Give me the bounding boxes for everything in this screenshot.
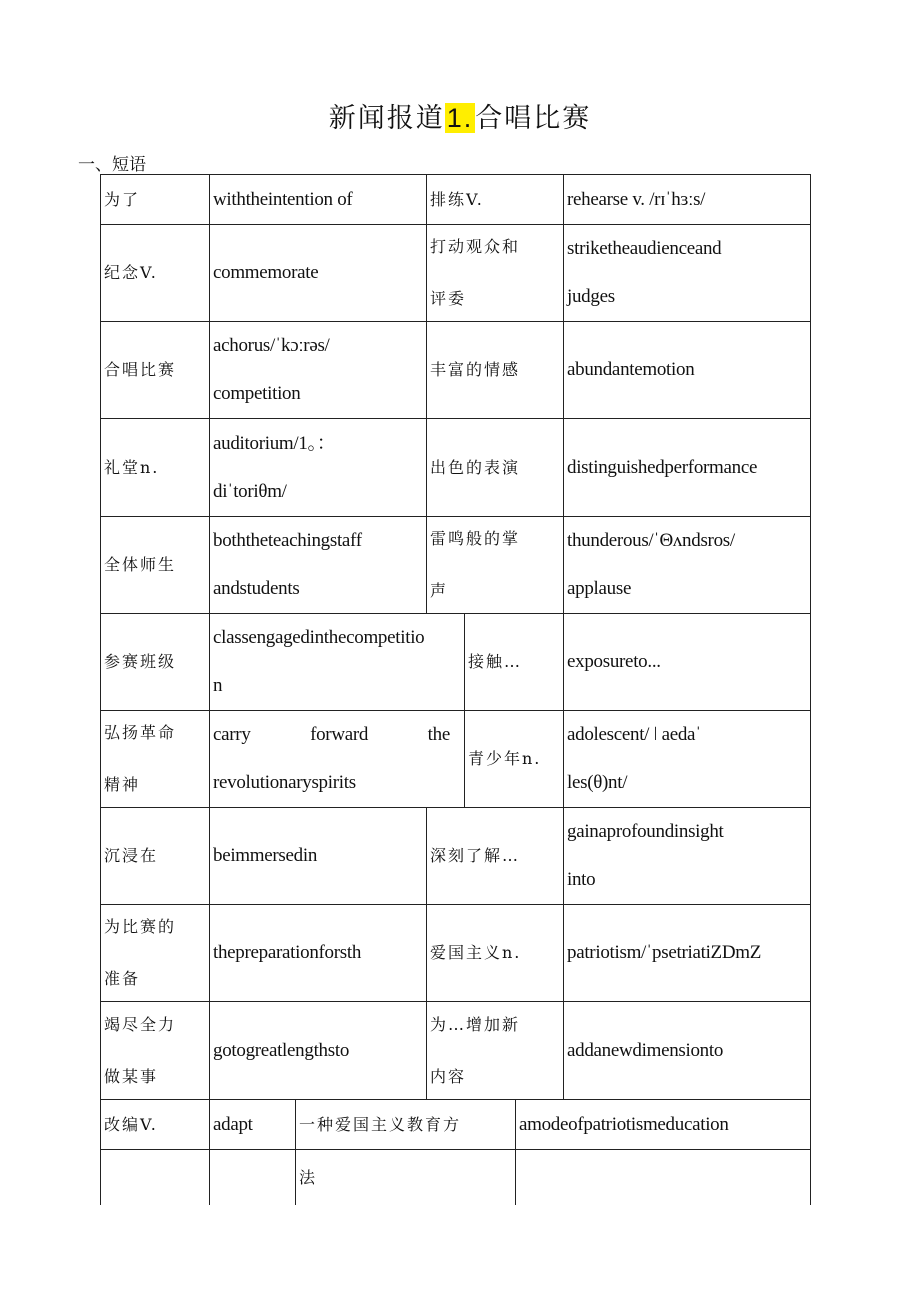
table-cell: boththeteachingstaff andstudents (209, 516, 427, 614)
page-title (0, 96, 920, 135)
table-cell: withtheintention of (209, 174, 427, 225)
table-cell: striketheaudienceand judges (563, 224, 811, 322)
table-cell (515, 1149, 811, 1205)
table-cell: 打动观众和 评委 (426, 224, 564, 322)
table-cell: thepreparationforsth (209, 904, 427, 1002)
table-cell: beimmersedin (209, 807, 427, 905)
table-cell: exposureto... (563, 613, 811, 711)
table-cell: addanewdimensionto (563, 1001, 811, 1100)
table-cell: gainaprofoundinsight into (563, 807, 811, 905)
table-cell: 排练V. (426, 174, 564, 225)
table-cell: 接触… (464, 613, 564, 711)
title-post: 合唱比赛 (475, 103, 592, 134)
table-cell: thunderous/ˈΘʌndsros/ applause (563, 516, 811, 614)
table-cell: abundantemotion (563, 321, 811, 419)
table-cell: classengagedinthecompetitio n (209, 613, 465, 711)
table-cell: 沉浸在 (100, 807, 210, 905)
table-cell: 合唱比赛 (100, 321, 210, 419)
table-cell: 为…增加新 内容 (426, 1001, 564, 1100)
table-cell: amodeofpatriotismeducation (515, 1099, 811, 1150)
table-cell: 礼堂n. (100, 418, 210, 517)
table-cell: 弘扬革命 精神 (100, 710, 210, 808)
table-cell: 深刻了解… (426, 807, 564, 905)
table-cell: 青少年n. (464, 710, 564, 808)
table-cell: 丰富的情感 (426, 321, 564, 419)
table-cell: 雷鸣般的掌 声 (426, 516, 564, 614)
title-pre: 新闻报道 (328, 103, 445, 134)
section-heading: 一、短语 (78, 155, 146, 175)
table-cell: commemorate (209, 224, 427, 322)
table-cell: patriotism/ˈpsetriatiZDmZ (563, 904, 811, 1002)
table-cell: 为了 (100, 174, 210, 225)
table-cell: 为比赛的 准备 (100, 904, 210, 1002)
table-cell: gotogreatlengthsto (209, 1001, 427, 1100)
table-cell (209, 1149, 296, 1205)
table-cell: 改编V. (100, 1099, 210, 1150)
table-cell: 参赛班级 (100, 613, 210, 711)
table-cell: 一种爱国主义教育方 (295, 1099, 516, 1150)
table-cell: adolescent/ ǀ aedaˈ les(θ)nt/ (563, 710, 811, 808)
table-cell: distinguishedperformance (563, 418, 811, 517)
table-cell (100, 1149, 210, 1205)
table-cell: 法 (295, 1149, 516, 1205)
table-cell: 竭尽全力 做某事 (100, 1001, 210, 1100)
table-cell: 出色的表演 (426, 418, 564, 517)
table-cell: 爱国主义n. (426, 904, 564, 1002)
title-number-highlight: 1. (446, 103, 474, 133)
table-cell: adapt (209, 1099, 296, 1150)
table-cell: rehearse v. /rɪˈhɜːs/ (563, 174, 811, 225)
table-cell: carry forward the revolutionaryspirits (209, 710, 465, 808)
table-cell: 全体师生 (100, 516, 210, 614)
table-cell: achorus/ˈkɔːrəs/ competition (209, 321, 427, 419)
table-cell: 纪念V. (100, 224, 210, 322)
table-cell: auditorium/1。： diˈtoriθm/ (209, 418, 427, 517)
